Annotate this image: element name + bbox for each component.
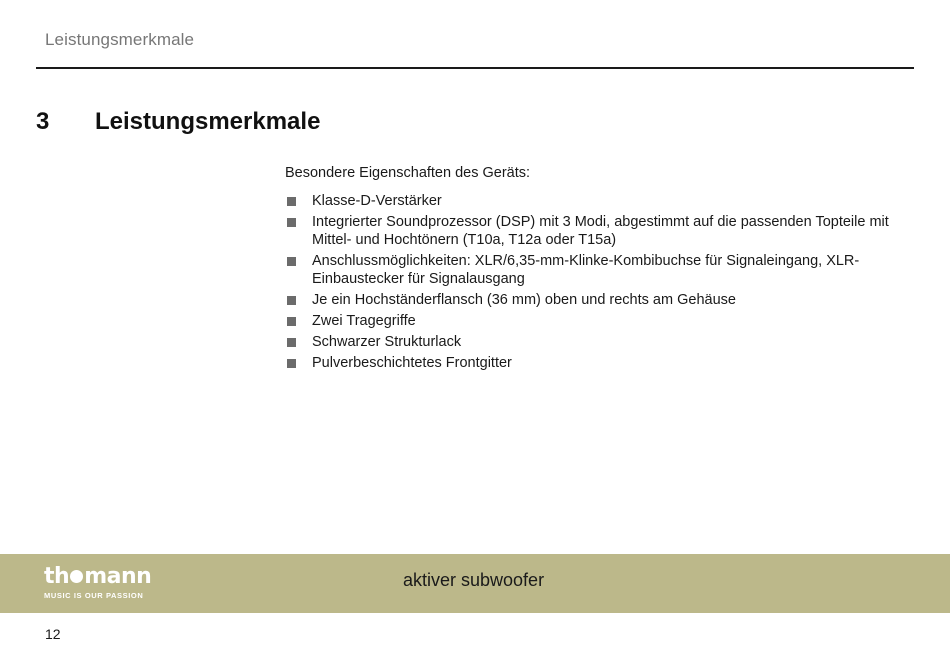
footer-band <box>0 554 950 613</box>
logo-text-start: th <box>44 564 70 589</box>
square-bullet-icon <box>287 257 296 266</box>
feature-intro: Besondere Eigenschaften des Geräts: <box>285 165 531 181</box>
feature-item <box>285 333 915 351</box>
square-bullet-icon <box>287 296 296 305</box>
square-bullet-icon <box>287 359 296 368</box>
square-bullet-icon <box>287 197 296 206</box>
running-header: Leistungsmerkmale <box>45 30 195 49</box>
logo-dot-icon <box>70 570 83 583</box>
thomann-logo <box>44 566 151 600</box>
feature-text: Pulverbeschichtetes Frontgitter <box>312 355 512 371</box>
square-bullet-icon <box>287 317 296 326</box>
feature-text: Anschlussmöglichkeiten: XLR/6,35-mm-Klinke-Kombibuchse für Signaleingang, XLR-Einbaustecker für Signalausgang <box>312 253 860 287</box>
logo-text-end: mann <box>84 564 152 589</box>
feature-text: Schwarzer Strukturlack <box>312 334 462 350</box>
feature-item <box>285 252 915 288</box>
feature-item <box>285 354 915 372</box>
logo-tagline: MUSIC IS OUR PASSION <box>44 591 144 600</box>
feature-item <box>285 312 915 330</box>
logo-wordmark <box>44 566 151 588</box>
footer-product-name: aktiver subwoofer <box>403 570 545 590</box>
feature-item <box>285 213 915 249</box>
feature-text: Je ein Hochständerflansch (36 mm) oben und rechts am Gehäuse <box>312 292 736 308</box>
feature-text: Zwei Tragegriffe <box>312 313 416 329</box>
square-bullet-icon <box>287 218 296 227</box>
feature-section <box>285 164 915 375</box>
feature-item <box>285 192 915 210</box>
feature-text: Klasse-D-Verstärker <box>312 193 442 209</box>
feature-item <box>285 291 915 309</box>
header-divider <box>36 67 914 69</box>
chapter-title: Leistungsmerkmale <box>95 108 321 135</box>
chapter-number: 3 <box>36 108 50 135</box>
feature-list <box>285 192 915 372</box>
square-bullet-icon <box>287 338 296 347</box>
page-number: 12 <box>45 626 61 642</box>
feature-text: Integrierter Soundprozessor (DSP) mit 3 Modi, abgestimmt auf die passenden Topteile mit Mittel- und Hochtönern (T10a, T12a oder T15a) <box>312 214 889 248</box>
